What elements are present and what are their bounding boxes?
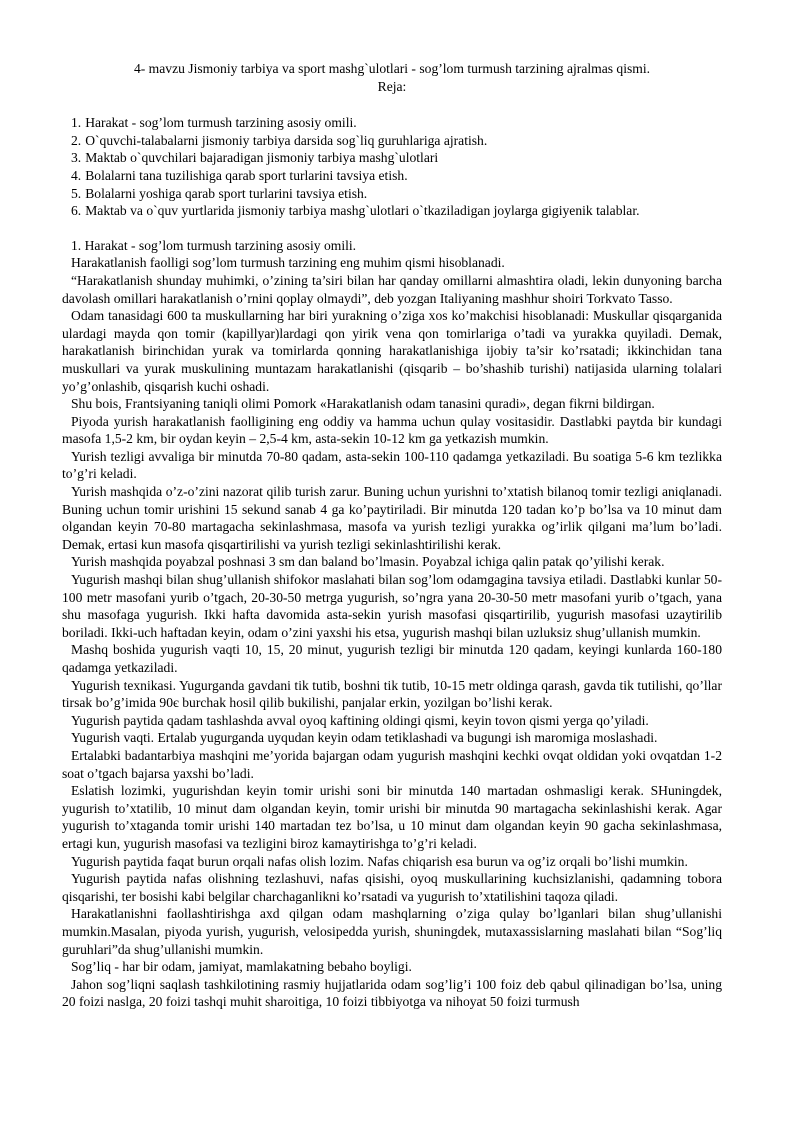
plan-item-number: 6. xyxy=(71,203,82,219)
body-paragraph: Yugurish mashqi bilan shug’ullanish shifokor maslahati bilan sog’lom odamgagina tavsiya etiladi. Dastlabki kunlar 50-100 metr masofani yurib o’tgach, 20-30-50 metrga yugurish, so’ngra yana 20-30-50 metr masofani yurib o’tgach, yana shu masofaga yugurish. Ikki hafta davomida asta-sekin yurish masofasi qisqartirilib, yugurish masofasi uzaytirilib boriladi. Ikki-uch haftadan keyin, odam o’zini yaxshi his etsa, yugurish mashqi bilan uzluksiz shug’ullanish mumkin. xyxy=(62,572,722,640)
plan-item-text: Harakat - sog’lom turmush tarzining asosiy omili. xyxy=(85,115,357,131)
plan-item-text: Bolalarni yoshiga qarab sport turlarini tavsiya etish. xyxy=(85,185,368,201)
document-page xyxy=(62,60,722,1011)
body-paragraph: “Harakatlanish shunday muhimki, o’zining ta’siri bilan har qanday omillarni almashtira oladi, lekin dunyoning barcha davolash omillari harakatlanish o’rnini qoplay olmaydi”, deb yozgan Italiyaning mashhur shoiri Torkvato Tasso. xyxy=(62,272,722,306)
body-paragraph: Harakatlanishni faollashtirishga axd qilgan odam mashqlarning o’ziga qulay bo’lganlari bilan shug’ullanishi mumkin.Masalan, piyoda yurish, yugurish, velosipedda yurish, shuningdek, mutaxassislarning maslahati bilan “Sog’liq guruhlari”da shug’ullanishi mumkin. xyxy=(62,906,722,957)
plan-item-number: 3. xyxy=(71,150,82,166)
plan-item xyxy=(62,132,722,150)
body-paragraph: Yugurish vaqti. Ertalab yugurganda uyqudan keyin odam tetiklashadi va bugungi ish maromiga moslashadi. xyxy=(71,730,658,746)
plan-item-number: 2. xyxy=(71,132,82,148)
body-paragraph: Jahon sog’liqni saqlash tashkilotining rasmiy hujjatlarida odam sog’lig’i 100 foiz deb qabul qilinadigan bo’lsa, uning 20 foizi naslga, 20 foizi tashqi muhit sharoitiga, 10 foizi tibbiyotga va nihoyat 50 foizi turmush xyxy=(62,976,722,1010)
body-paragraph: Piyoda yurish harakatlanish faolligining eng oddiy va hamma uchun qulay vositasidir. Dastlabki paytda bir kundagi masofa 1,5-2 km, bir oydan keyin – 2,5-4 km, asta-sekin 10-12 km ga yetkazish mumkin. xyxy=(62,413,722,447)
plan-item xyxy=(62,185,722,203)
plan-item-text: Maktab o`quvchilari bajaradigan jismoniy tarbiya mashg`ulotlari xyxy=(85,150,439,166)
plan-item xyxy=(62,114,722,132)
plan-item-text: Bolalarni tana tuzilishiga qarab sport turlarini tavsiya etish. xyxy=(85,167,408,183)
body-paragraph: Yugurish paytida qadam tashlashda avval oyoq kaftining oldingi qismi, keyin tovon qismi yerga qo’yiladi. xyxy=(71,712,649,728)
body-paragraph: Harakatlanish faolligi sog’lom turmush tarzining eng muhim qismi hisoblanadi. xyxy=(71,255,505,271)
plan-list xyxy=(62,114,722,220)
plan-item xyxy=(62,167,722,185)
plan-item xyxy=(62,202,722,220)
body-paragraph: Eslatish lozimki, yugurishdan keyin tomir urishi soni bir minutda 140 martadan oshmasligi kerak. SHuningdek, yugurish to’xtatilib, 10 minut dam olgandan keyin, tomir urishi bir minutda 90 martagacha sekinlashishi kerak. Agar yugurish to’xtaganda tomir urishi 140 martadan tez bo’lsa, u 10 minut dam olgandan keyin 90 gacha sekinlashmasa, ertagi kun, yugurish masofasi va tezligini biroz kamaytirishga to’g’ri keladi. xyxy=(62,783,722,851)
body-paragraph: Yugurish texnikasi. Yugurganda gavdani tik tutib, boshni tik tutib, 10-15 metr oldinga qarash, gavda tik tutilishi, qo’llar tirsak bo’g’imida 90є burchak hosil qilib bukilishi, panjalar erkin, yozilgan bo’lishi kerak. xyxy=(62,677,722,711)
body-paragraph: Yugurish paytida nafas olishning tezlashuvi, nafas qisishi, oyoq muskullarining kuchsizlanishi, qadamning tobora qisqarishi, ter bosishi kabi belgilar charchaganlikni ko’rsatadi va yugurish to’xtatilishini taqoza qiladi. xyxy=(62,871,722,904)
plan-item-text: O`quvchi-talabalarni jismoniy tarbiya darsida sog`liq guruhlariga ajratish. xyxy=(85,132,488,148)
body-paragraph: Shu bois, Frantsiyaning taniqli olimi Pomork «Harakatlanish odam tanasini quradi», degan fikrni bildirgan. xyxy=(71,396,655,412)
body-paragraph: Yugurish paytida faqat burun orqali nafas olish lozim. Nafas chiqarish esa burun va og’iz orqali bo’lishi mumkin. xyxy=(71,853,688,869)
body-paragraph: Yurish mashqida poyabzal poshnasi 3 sm dan baland bo’lmasin. Poyabzal ichiga qalin patak qo’yilishi kerak. xyxy=(71,554,665,570)
section-heading: 1. Harakat - sog’lom turmush tarzining asosiy omili. xyxy=(71,237,357,253)
plan-item-number: 1. xyxy=(71,115,82,131)
document-title: 4- mavzu Jismoniy tarbiya va sport mashg`ulotlari - sog’lom turmush tarzining ajralmas qismi. xyxy=(133,61,651,76)
plan-item xyxy=(62,149,722,167)
body-paragraph: Yurish tezligi avvaliga bir minutda 70-80 qadam, asta-sekin 100-110 qadamga yetkaziladi. Bu soatiga 5-6 km tezlikka to’g’ri keladi. xyxy=(62,448,722,482)
body-paragraph: Yurish mashqida o’z-o’zini nazorat qilib turish zarur. Buning uchun yurishni to’xtatish bilanoq tomir tezligi aniqlanadi. Buning uchun tomir urishini 15 sekund sanab 4 ga ko’paytiriladi. Bir minutda 120 tadan ko’p bo’lsa va 10 minut dam olgandan keyin 70-80 martagacha sekinlashmasa, masofa va yurish tezligi yurakka og’irlik qilgani ma’lum bo’ladi. Demak, ertasi kun masofa qisqartirilishi va yurish tezligi sekinlashtirilishi kerak. xyxy=(62,484,722,552)
plan-item-text: Maktab va o`quv yurtlarida jismoniy tarbiya mashg`ulotlari o`tkaziladigan joylarga gigiyenik talablar. xyxy=(85,203,640,219)
plan-item-number: 5. xyxy=(71,185,82,201)
body-paragraph: Mashq boshida yugurish vaqti 10, 15, 20 minut, yugurish tezligi bir minutda 120 qadam, keyingi kunlarda 160-180 qadamga yetkaziladi. xyxy=(62,642,722,675)
body-paragraph: Ertalabki badantarbiya mashqini me’yorida bajargan odam yugurish mashqini kechki ovqat oldidan yoki ovqatdan 1-2 soat o’tgach bajarsa yaxshi bo’ladi. xyxy=(62,747,722,781)
body-paragraph: Sog’liq - har bir odam, jamiyat, mamlakatning bebaho boyligi. xyxy=(71,959,412,975)
plan-item-number: 4. xyxy=(71,167,82,183)
spacer xyxy=(62,220,722,237)
plan-heading: Reja: xyxy=(377,78,407,94)
body-paragraph: Odam tanasidagi 600 ta muskullarning har biri yurakning o’ziga xos ko’makchisi hisoblanadi: Muskullar qisqarganida ulardagi mayda qon tomir (kapillyar)lardagi qon yirik vena qon tomirlariga o’tadi va yurakka quyiladi. Demak, harakatlanish birinchidan yurak va tomirlarda qonning harakatlanishiga ijobiy ta’sir ko’rsatadi; ikkinchidan tana muskullari va yurak muskulining muntazam harakatlanishi (qisqarib – bo’shashib turishi) natijasida ularning tolalari yo’g’onlashib, qisqarish kuchi oshadi. xyxy=(62,308,722,394)
